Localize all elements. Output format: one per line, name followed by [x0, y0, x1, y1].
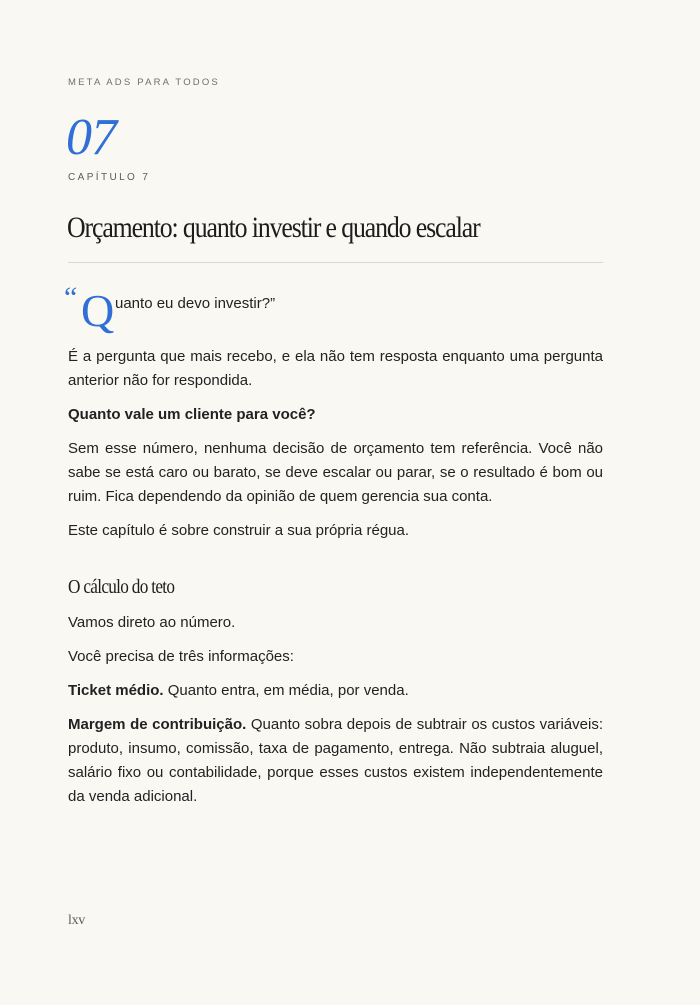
- drop-cap-letter: Q: [81, 285, 115, 336]
- opening-text: uanto eu devo investir?”: [115, 295, 276, 312]
- opening-paragraph: [64, 281, 603, 341]
- section-paragraph-1: Vamos direto ao número.: [68, 614, 236, 631]
- reference-paragraph: Sem esse número, nenhuma decisão de orçamento tem referência. Você não sabe se está caro ou barato, se deve escalar ou parar, se o resultado é bom ou ruim. Fica dependendo da opinião de quem gerencia sua conta.: [68, 440, 603, 505]
- chapter-body: [64, 281, 603, 819]
- margin-text: Quanto sobra depois de subtrair os custos variáveis: produto, insumo, comissão, taxa de pagamento, entrega. Não subtraia aluguel, salário fixo ou contabilidade, porque esses custos existem independentemente da venda adicional.: [68, 716, 603, 805]
- ticket-paragraph: [68, 679, 603, 703]
- section-paragraph-2: Você precisa de três informações:: [68, 648, 294, 665]
- section-title: O cálculo do teto: [68, 576, 175, 598]
- chapter-label: CAPÍTULO 7: [68, 172, 151, 183]
- ticket-text: Quanto entra, em média, por venda.: [163, 682, 409, 699]
- intro-paragraph: É a pergunta que mais recebo, e ela não tem resposta enquanto uma pergunta anterior não for respondida.: [68, 348, 603, 389]
- ruler-paragraph: Este capítulo é sobre construir a sua própria régua.: [68, 522, 410, 539]
- title-divider: [68, 262, 603, 263]
- key-question: Quanto vale um cliente para você?: [68, 406, 316, 423]
- chapter-title: Orçamento: quanto investir e quando escalar: [67, 211, 480, 244]
- margin-term: Margem de contribuição.: [68, 716, 247, 733]
- chapter-number: 07: [66, 109, 116, 166]
- margin-paragraph: [68, 713, 603, 809]
- running-header: META ADS PARA TODOS: [68, 77, 220, 88]
- page-number: lxv: [68, 913, 85, 928]
- opening-quote-mark: “: [64, 281, 78, 314]
- ticket-term: Ticket médio.: [68, 682, 164, 699]
